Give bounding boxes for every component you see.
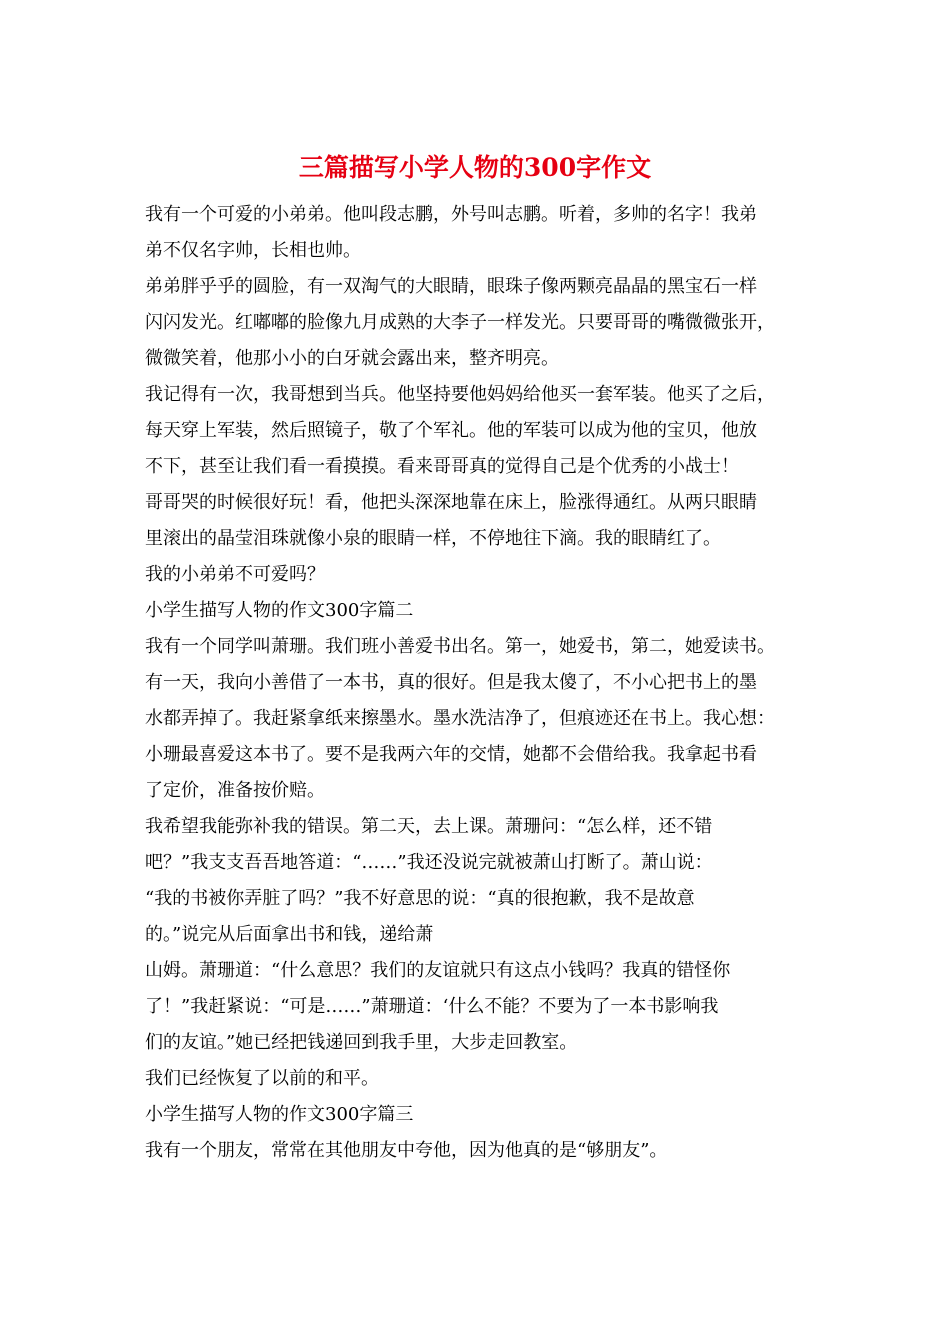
body-line: 我记得有一次，我哥想到当兵。他坚持要他妈妈给他买一套军装。他买了之后， (145, 384, 775, 405)
body-line: 我们已经恢复了以前的和平。 (145, 1068, 379, 1089)
body-line: 小学生描写人物的作文300字篇二 (145, 600, 414, 621)
body-line: 里滚出的晶莹泪珠就像小泉的眼睛一样，不停地往下滴。我的眼睛红了。 (145, 528, 721, 549)
body-line: 小学生描写人物的作文300字篇三 (145, 1104, 414, 1125)
body-line: 了定价，准备按价赔。 (145, 780, 325, 801)
body-line: 不下，甚至让我们看一看摸摸。看来哥哥真的觉得自己是个优秀的小战士！ (145, 456, 739, 477)
body-line: 吧？”我支支吾吾地答道：“……”我还没说完就被萧山打断了。萧山说： (145, 852, 713, 873)
body-line: 微微笑着，他那小小的白牙就会露出来，整齐明亮。 (145, 348, 559, 369)
body-line: 我的小弟弟不可爱吗？ (145, 564, 325, 585)
body-line: 山姆。萧珊道：“什么意思？我们的友谊就只有这点小钱吗？我真的错怪你 (145, 960, 731, 981)
body-line: 我希望我能弥补我的错误。第二天，去上课。萧珊问：“怎么样，还不错 (145, 816, 713, 837)
body-line: 们的友谊。”她已经把钱递回到我手里，大步走回教室。 (145, 1032, 578, 1053)
document-title: 三篇描写小学人物的300字作文 (298, 153, 652, 182)
body-line: “我的书被你弄脏了吗？”我不好意思的说：“真的很抱歉，我不是故意 (145, 888, 695, 909)
body-line: 闪闪发光。红嘟嘟的脸像九月成熟的大李子一样发光。只要哥哥的嘴微微张开， (145, 312, 775, 333)
body-line: 我有一个朋友，常常在其他朋友中夸他，因为他真的是“够朋友”。 (145, 1140, 668, 1161)
body-line: 了！”我赶紧说：“可是……”萧珊道：‘什么不能？不要为了一本书影响我 (145, 996, 719, 1017)
body-line: 水都弄掉了。我赶紧拿纸来擦墨水。墨水洗洁净了，但痕迹还在书上。我心想： (145, 708, 775, 729)
body-line: 小珊最喜爱这本书了。要不是我两六年的交情，她都不会借给我。我拿起书看 (145, 744, 757, 765)
body-line: 弟不仅名字帅，长相也帅。 (145, 240, 361, 261)
body-line: 我有一个可爱的小弟弟。他叫段志鹏，外号叫志鹏。听着，多帅的名字！我弟 (145, 204, 757, 225)
body-line: 弟弟胖乎乎的圆脸，有一双淘气的大眼睛，眼珠子像两颗亮晶晶的黑宝石一样 (145, 276, 757, 297)
body-line: 每天穿上军装，然后照镜子，敬了个军礼。他的军装可以成为他的宝贝，他放 (145, 420, 757, 441)
body-line: 的。”说完从后面拿出书和钱，递给萧 (145, 924, 434, 945)
body-line: 哥哥哭的时候很好玩！看，他把头深深地靠在床上，脸涨得通红。从两只眼睛 (145, 492, 757, 513)
body-line: 有一天，我向小善借了一本书，真的很好。但是我太傻了，不小心把书上的墨 (145, 672, 757, 693)
body-line: 我有一个同学叫萧珊。我们班小善爱书出名。第一，她爱书，第二，她爱读书。 (145, 636, 775, 657)
